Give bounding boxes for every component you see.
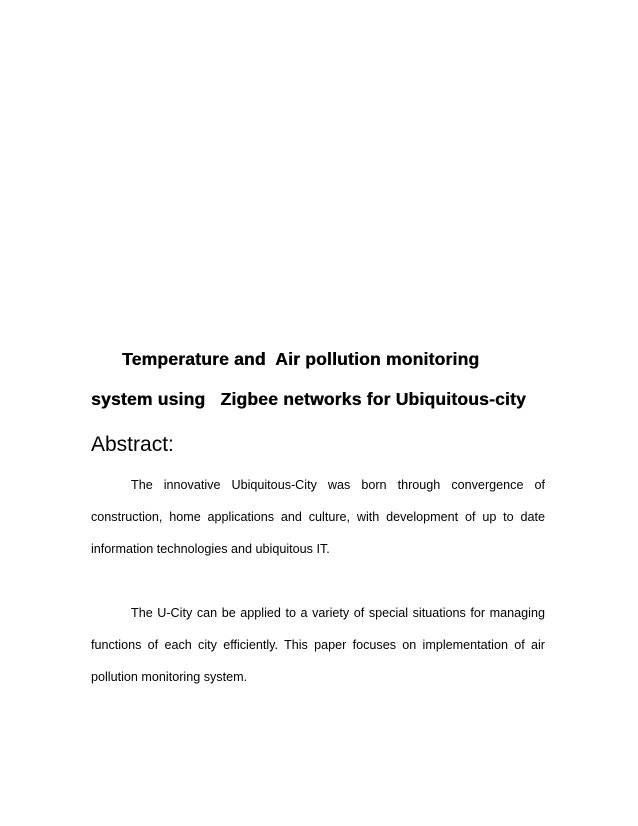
- abstract-paragraph-1: The innovative Ubiquitous-City was born through convergence of construction, home applications and culture, with development of up to date information technologies and ubiquitous IT.: [91, 478, 545, 556]
- paper-title-line-1: Temperature and Air pollution monitoring: [122, 349, 480, 369]
- abstract-paragraph-2: The U-City can be applied to a variety of special situations for managing functions of each city efficiently. This paper focuses on implementation of air pollution monitoring system.: [91, 606, 545, 684]
- abstract-heading: Abstract:: [91, 433, 174, 456]
- paper-title-line-2: system using Zigbee networks for Ubiquitous-city: [91, 389, 526, 409]
